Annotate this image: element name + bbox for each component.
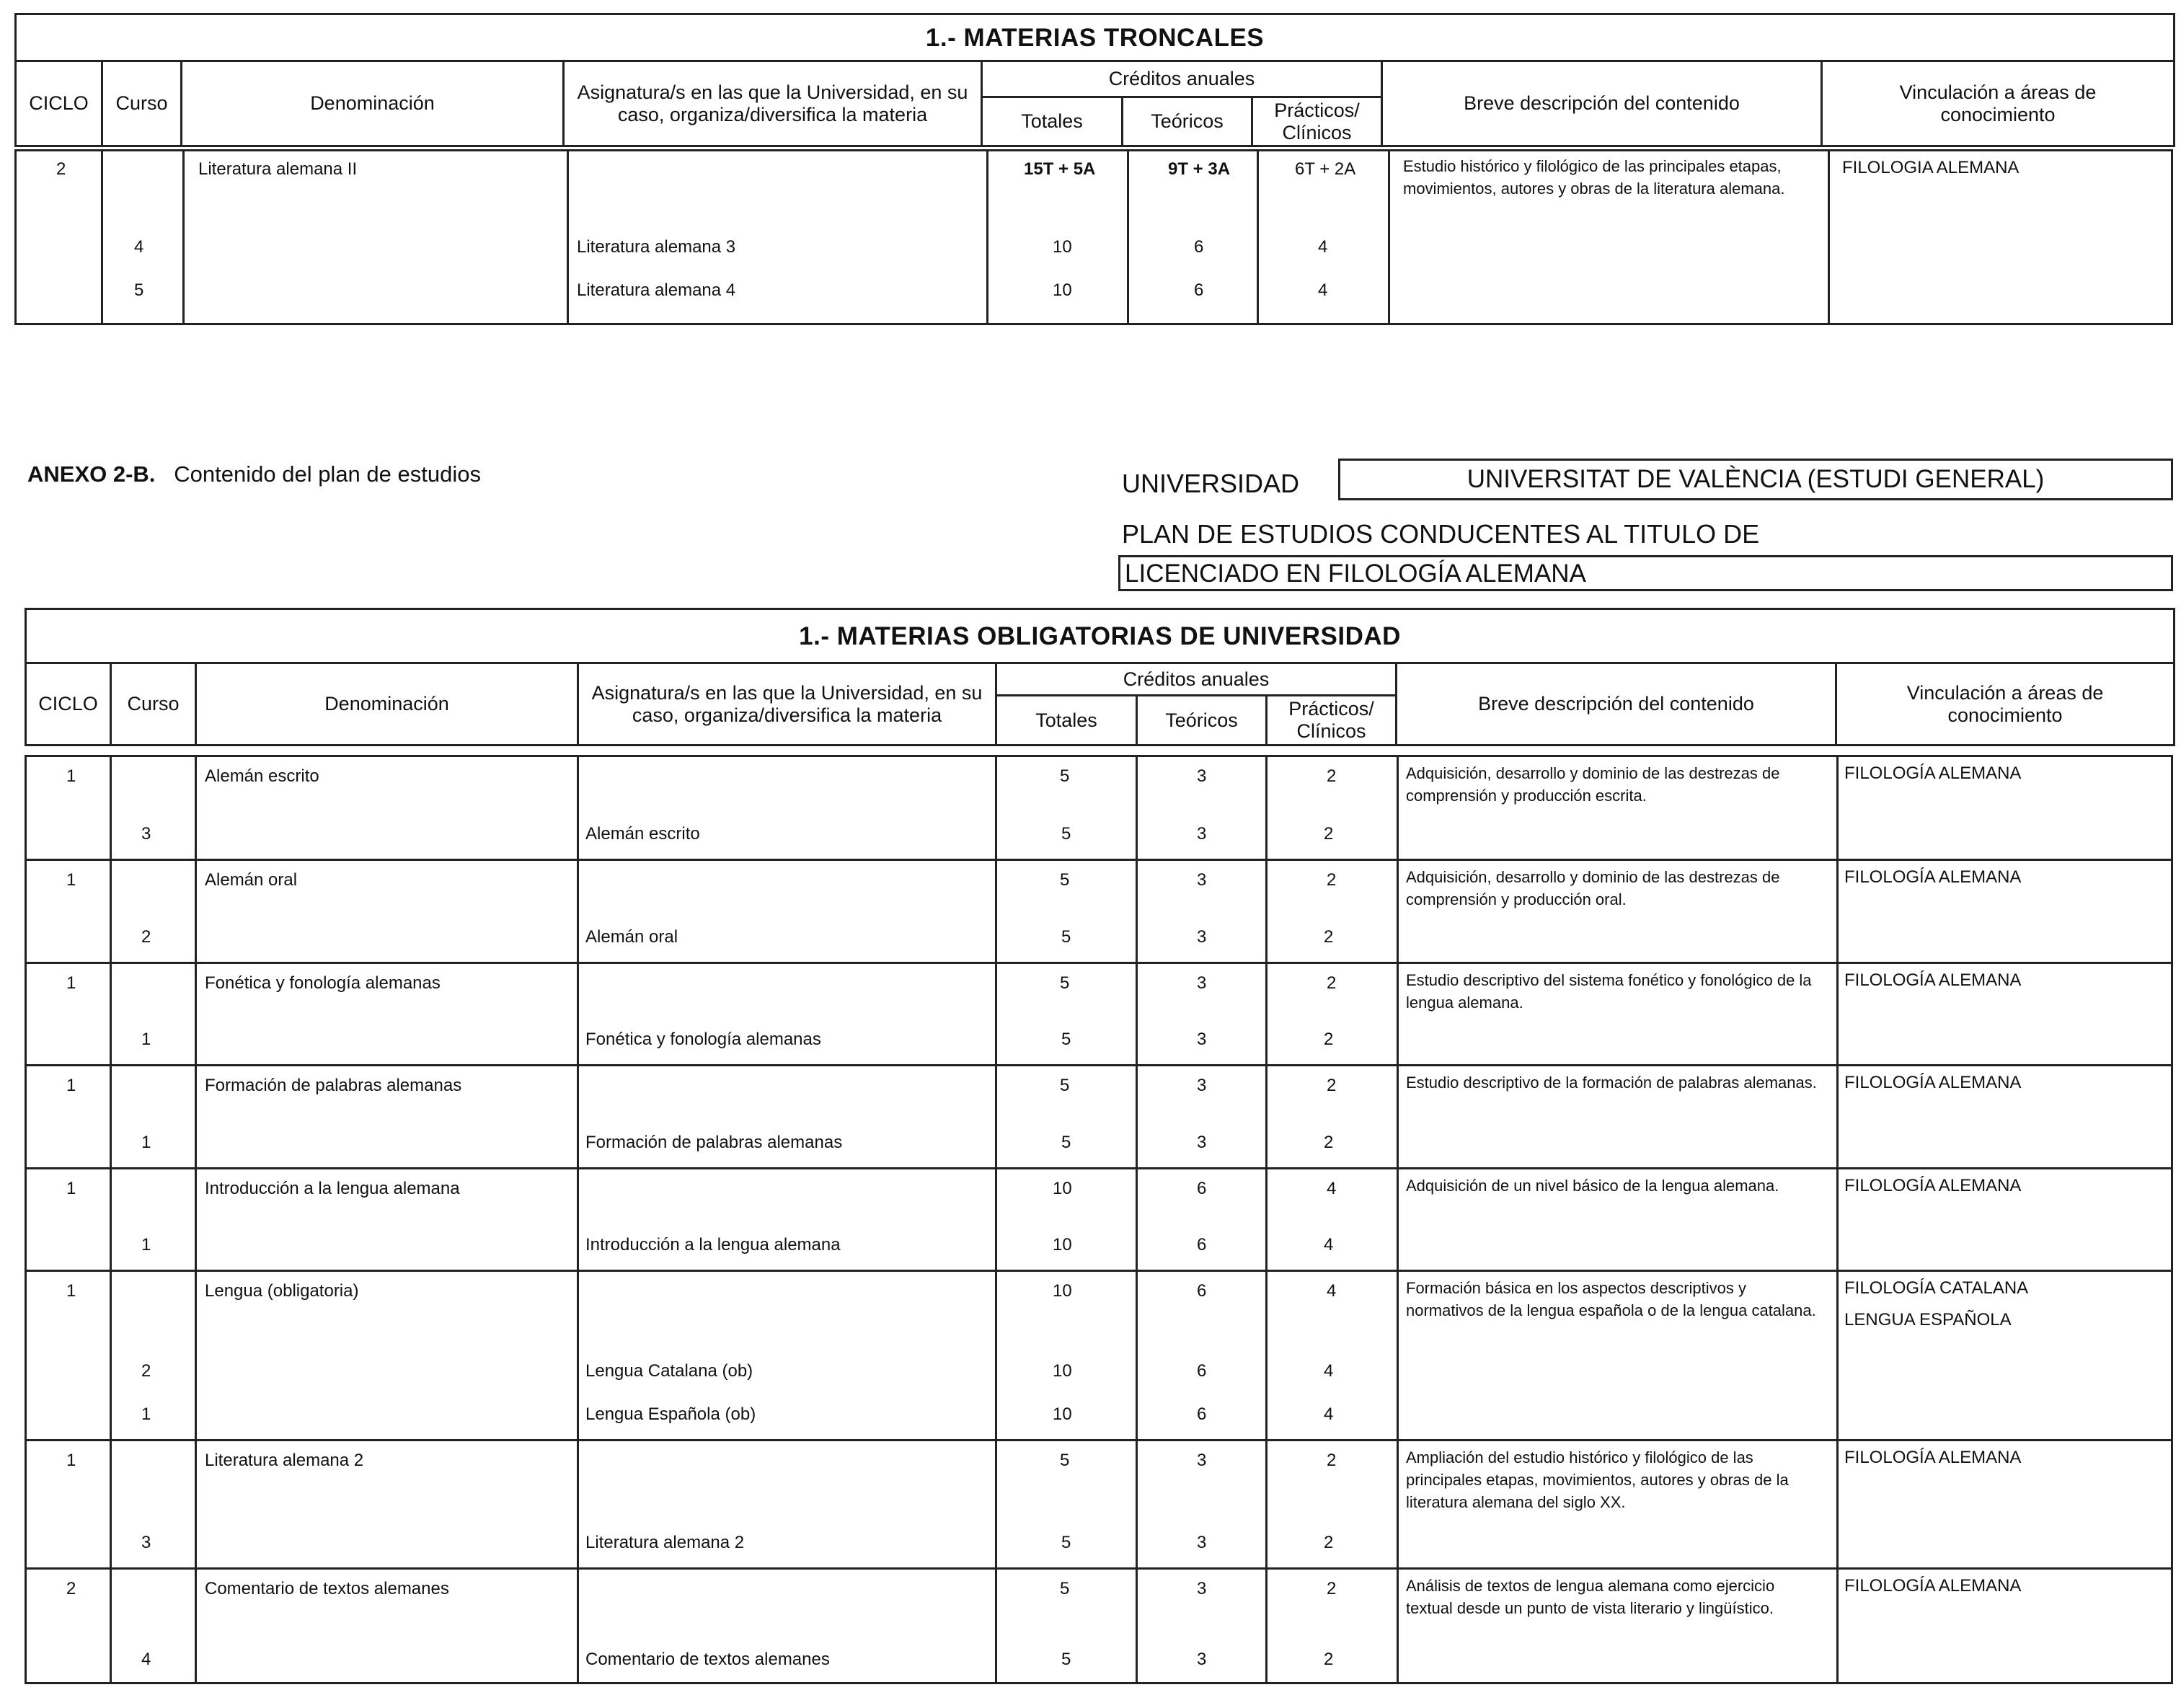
descripcion-cell: Adquisición, desarrollo y dominio de las destrezas de comprensión y producción escrita. [1406, 764, 1780, 805]
column-divider [1127, 149, 1129, 325]
column-divider [101, 149, 103, 325]
practicos-cell: 2 [1327, 1579, 1337, 1598]
asignatura-cell: Formación de palabras alemanas [585, 1133, 843, 1152]
teoricos-cell: 3 [1197, 1451, 1207, 1470]
totales-cell: 5 [1060, 870, 1070, 890]
teoricos-cell: 6 [1194, 237, 1204, 257]
col-practicos: Prácticos/ Clínicos [1252, 97, 1382, 146]
teoricos-cell: 3 [1197, 1579, 1207, 1598]
col-asignaturas: Asignatura/s en las que la Universidad, en su caso, organiza/diversifica la materia [578, 663, 996, 745]
practicos-cell: 2 [1327, 1451, 1337, 1470]
teoricos-cell: 3 [1197, 766, 1207, 786]
column-divider [1388, 149, 1390, 325]
area-cell: FILOLOGÍA ALEMANA [1844, 867, 2022, 887]
totales-cell: 10 [1053, 1281, 1072, 1301]
area-cell: FILOLOGIA ALEMANA [1842, 158, 2019, 177]
col-curso: Curso [111, 663, 196, 745]
practicos-cell: 6T + 2A [1295, 159, 1356, 179]
descripcion-cell: Formación básica en los aspectos descriptivos y normativos de la lengua española o de la lengua catalana. [1406, 1279, 1816, 1319]
col-totales: Totales [996, 696, 1137, 745]
denominacion-cell: Introducción a la lengua alemana [205, 1179, 460, 1198]
asignatura-cell: Alemán escrito [585, 824, 700, 844]
anexo-heading [27, 461, 481, 487]
area-cell: FILOLOGÍA ALEMANA [1844, 970, 2022, 990]
denominacion-cell: Formación de palabras alemanas [205, 1076, 462, 1095]
ciclo-cell: 2 [66, 1579, 76, 1598]
practicos-cell: 4 [1318, 280, 1328, 300]
practicos-cell: 2 [1327, 766, 1337, 786]
descripcion-cell: Adquisición, desarrollo y dominio de las destrezas de comprensión y producción oral. [1406, 868, 1780, 908]
column-divider [1257, 149, 1259, 325]
practicos-cell: 2 [1327, 1076, 1337, 1095]
col-descripcion: Breve descripción del contenido [1382, 61, 1822, 146]
column-divider [195, 755, 197, 1684]
curso-cell: 3 [141, 824, 151, 844]
totales-cell: 5 [1060, 1579, 1070, 1598]
denominacion-cell: Alemán escrito [205, 766, 319, 786]
totales-cell: 5 [1060, 973, 1070, 993]
denominacion-cell: Lengua (obligatoria) [205, 1281, 359, 1301]
ciclo-cell: 1 [66, 973, 76, 993]
asignatura-cell: Comentario de textos alemanes [585, 1650, 830, 1669]
practicos-cell: 2 [1324, 1133, 1334, 1152]
row-divider [25, 1567, 2173, 1570]
column-divider [1136, 755, 1138, 1684]
denominacion-cell: Fonética y fonología alemanas [205, 973, 441, 993]
descripcion-cell: Estudio histórico y filológico de las principales etapas, movimientos, autores y obras de la literatura alemana. [1403, 157, 1785, 198]
area-cell: FILOLOGÍA CATALANA [1844, 1278, 2029, 1298]
col-teoricos: Teóricos [1137, 696, 1267, 745]
practicos-cell: 2 [1324, 1650, 1334, 1669]
curso-cell: 1 [141, 1133, 151, 1152]
column-divider [567, 149, 569, 325]
totales-cell: 10 [1053, 1179, 1072, 1198]
column-divider [577, 755, 579, 1684]
denominacion-cell: Comentario de textos alemanes [205, 1579, 449, 1598]
teoricos-cell: 3 [1197, 1133, 1207, 1152]
practicos-cell: 4 [1327, 1179, 1337, 1198]
practicos-cell: 2 [1327, 973, 1337, 993]
column-divider [1836, 755, 1839, 1684]
row-divider [25, 1167, 2173, 1169]
teoricos-cell: 3 [1197, 1650, 1207, 1669]
ciclo-cell: 1 [66, 1179, 76, 1198]
curso-cell: 2 [141, 1361, 151, 1381]
ciclo-cell: 2 [56, 159, 66, 179]
practicos-cell: 2 [1324, 1533, 1334, 1552]
column-divider [1828, 149, 1830, 325]
ciclo-cell: 1 [66, 766, 76, 786]
totales-cell: 5 [1061, 1650, 1071, 1669]
col-vinculacion: Vinculación a áreas de conocimiento [1822, 61, 2175, 146]
universidad-box [1338, 459, 2173, 500]
practicos-cell: 2 [1327, 870, 1337, 890]
practicos-cell: 2 [1324, 824, 1334, 844]
asignatura-cell: Lengua Española (ob) [585, 1404, 756, 1424]
denominacion-cell: Alemán oral [205, 870, 298, 890]
column-divider [182, 149, 185, 325]
col-teoricos: Teóricos [1123, 97, 1252, 146]
curso-cell: 1 [141, 1404, 151, 1424]
col-vinculacion: Vinculación a áreas de conocimiento [1836, 663, 2175, 745]
universidad-value: UNIVERSITAT DE VALÈNCIA (ESTUDI GENERAL) [1466, 465, 2045, 493]
asignatura-cell: Literatura alemana 2 [585, 1533, 745, 1552]
curso-cell: 3 [141, 1533, 151, 1552]
teoricos-cell: 9T + 3A [1168, 159, 1231, 179]
curso-cell: 4 [134, 237, 144, 257]
column-divider [110, 755, 112, 1684]
column-divider [1265, 755, 1268, 1684]
anexo-text: Contenido del plan de estudios [174, 461, 481, 487]
asignatura-cell: Alemán oral [585, 927, 678, 947]
totales-cell: 10 [1053, 1404, 1072, 1424]
practicos-cell: 4 [1324, 1235, 1334, 1255]
totales-cell: 5 [1060, 1076, 1070, 1095]
col-creditos: Créditos anuales [996, 663, 1397, 696]
teoricos-cell: 3 [1197, 870, 1207, 890]
asignatura-cell: Lengua Catalana (ob) [585, 1361, 753, 1381]
area-cell: FILOLOGÍA ALEMANA [1844, 1576, 2022, 1596]
teoricos-cell: 3 [1197, 973, 1207, 993]
col-ciclo: CICLO [16, 61, 102, 146]
obligatorias-header-table [25, 608, 2175, 746]
row-divider [25, 1270, 2173, 1272]
totales-cell: 10 [1053, 237, 1072, 257]
row-divider [25, 859, 2173, 861]
totales-cell: 5 [1061, 1533, 1071, 1552]
column-divider [986, 149, 988, 325]
teoricos-cell: 3 [1197, 1030, 1207, 1049]
practicos-cell: 2 [1324, 1030, 1334, 1049]
totales-cell: 5 [1060, 1451, 1070, 1470]
plan-label: PLAN DE ESTUDIOS CONDUCENTES AL TITULO DE [1122, 519, 1760, 549]
asignatura-cell: Introducción a la lengua alemana [585, 1235, 841, 1255]
totales-cell: 5 [1061, 824, 1071, 844]
area-cell: FILOLOGÍA ALEMANA [1844, 1176, 2022, 1195]
teoricos-cell: 3 [1197, 824, 1207, 844]
obligatorias-title: 1.- MATERIAS OBLIGATORIAS DE UNIVERSIDAD [26, 609, 2175, 663]
ciclo-cell: 1 [66, 1281, 76, 1301]
practicos-cell: 4 [1327, 1281, 1337, 1301]
descripcion-cell: Estudio descriptivo de la formación de palabras alemanas. [1406, 1074, 1817, 1092]
column-divider [995, 755, 997, 1684]
troncales-title: 1.- MATERIAS TRONCALES [16, 14, 2175, 61]
col-denominacion: Denominación [182, 61, 564, 146]
totales-cell: 10 [1053, 280, 1072, 300]
teoricos-cell: 6 [1194, 280, 1204, 300]
curso-cell: 1 [141, 1235, 151, 1255]
curso-cell: 2 [141, 927, 151, 947]
row-divider [25, 962, 2173, 964]
titulo-box [1118, 555, 2173, 591]
universidad-label: UNIVERSIDAD [1122, 469, 1300, 498]
totales-cell: 5 [1061, 927, 1071, 947]
teoricos-cell: 6 [1197, 1235, 1207, 1255]
col-creditos: Créditos anuales [982, 61, 1382, 97]
descripcion-cell: Ampliación del estudio histórico y filológico de las principales etapas, movimientos, autores y obras de la literatura alemana del siglo XX. [1406, 1448, 1789, 1511]
ciclo-cell: 1 [66, 1076, 76, 1095]
practicos-cell: 2 [1324, 927, 1334, 947]
denominacion-cell: Literatura alemana 2 [205, 1451, 364, 1470]
anexo-label: ANEXO 2-B. [27, 461, 156, 487]
teoricos-cell: 3 [1197, 927, 1207, 947]
asignatura-cell: Literatura alemana 4 [577, 280, 736, 300]
row-divider [25, 1064, 2173, 1066]
troncales-header-table [14, 13, 2175, 147]
totales-cell: 15T + 5A [1024, 159, 1096, 179]
obligatorias-frame [25, 755, 2173, 1684]
totales-cell: 5 [1061, 1133, 1071, 1152]
col-denominacion: Denominación [196, 663, 578, 745]
col-curso: Curso [102, 61, 182, 146]
col-practicos: Prácticos/ Clínicos [1267, 696, 1397, 745]
curso-cell: 4 [141, 1650, 151, 1669]
curso-cell: 5 [134, 280, 144, 300]
titulo-value: LICENCIADO EN FILOLOGÍA ALEMANA [1125, 559, 1586, 588]
col-asignaturas: Asignatura/s en las que la Universidad, en su caso, organiza/diversifica la materia [564, 61, 982, 146]
asignatura-cell: Literatura alemana 3 [577, 237, 736, 257]
col-totales: Totales [982, 97, 1123, 146]
practicos-cell: 4 [1324, 1361, 1334, 1381]
teoricos-cell: 3 [1197, 1076, 1207, 1095]
teoricos-cell: 6 [1197, 1361, 1207, 1381]
teoricos-cell: 6 [1197, 1404, 1207, 1424]
area-cell: FILOLOGÍA ALEMANA [1844, 1448, 2022, 1467]
teoricos-cell: 6 [1197, 1179, 1207, 1198]
totales-cell: 5 [1060, 766, 1070, 786]
teoricos-cell: 6 [1197, 1281, 1207, 1301]
row-divider [25, 1439, 2173, 1441]
curso-cell: 1 [141, 1030, 151, 1049]
area-cell: FILOLOGÍA ALEMANA [1844, 1073, 2022, 1092]
totales-cell: 10 [1053, 1361, 1072, 1381]
col-descripcion: Breve descripción del contenido [1397, 663, 1836, 745]
col-ciclo: CICLO [26, 663, 111, 745]
ciclo-cell: 1 [66, 870, 76, 890]
totales-cell: 10 [1053, 1235, 1072, 1255]
descripcion-cell: Análisis de textos de lengua alemana como ejercicio textual desde un punto de vista literario y lingüístico. [1406, 1577, 1775, 1617]
column-divider [1397, 755, 1399, 1684]
descripcion-cell: Estudio descriptivo del sistema fonético y fonológico de la lengua alemana. [1406, 971, 1812, 1012]
ciclo-cell: 1 [66, 1451, 76, 1470]
teoricos-cell: 3 [1197, 1533, 1207, 1552]
area-cell: FILOLOGÍA ALEMANA [1844, 764, 2022, 783]
denominacion-cell: Literatura alemana II [198, 159, 358, 179]
totales-cell: 5 [1061, 1030, 1071, 1049]
area-cell: LENGUA ESPAÑOLA [1844, 1310, 2012, 1329]
descripcion-cell: Adquisición de un nivel básico de la lengua alemana. [1406, 1177, 1779, 1195]
practicos-cell: 4 [1324, 1404, 1334, 1424]
practicos-cell: 4 [1318, 237, 1328, 257]
asignatura-cell: Fonética y fonología alemanas [585, 1030, 821, 1049]
